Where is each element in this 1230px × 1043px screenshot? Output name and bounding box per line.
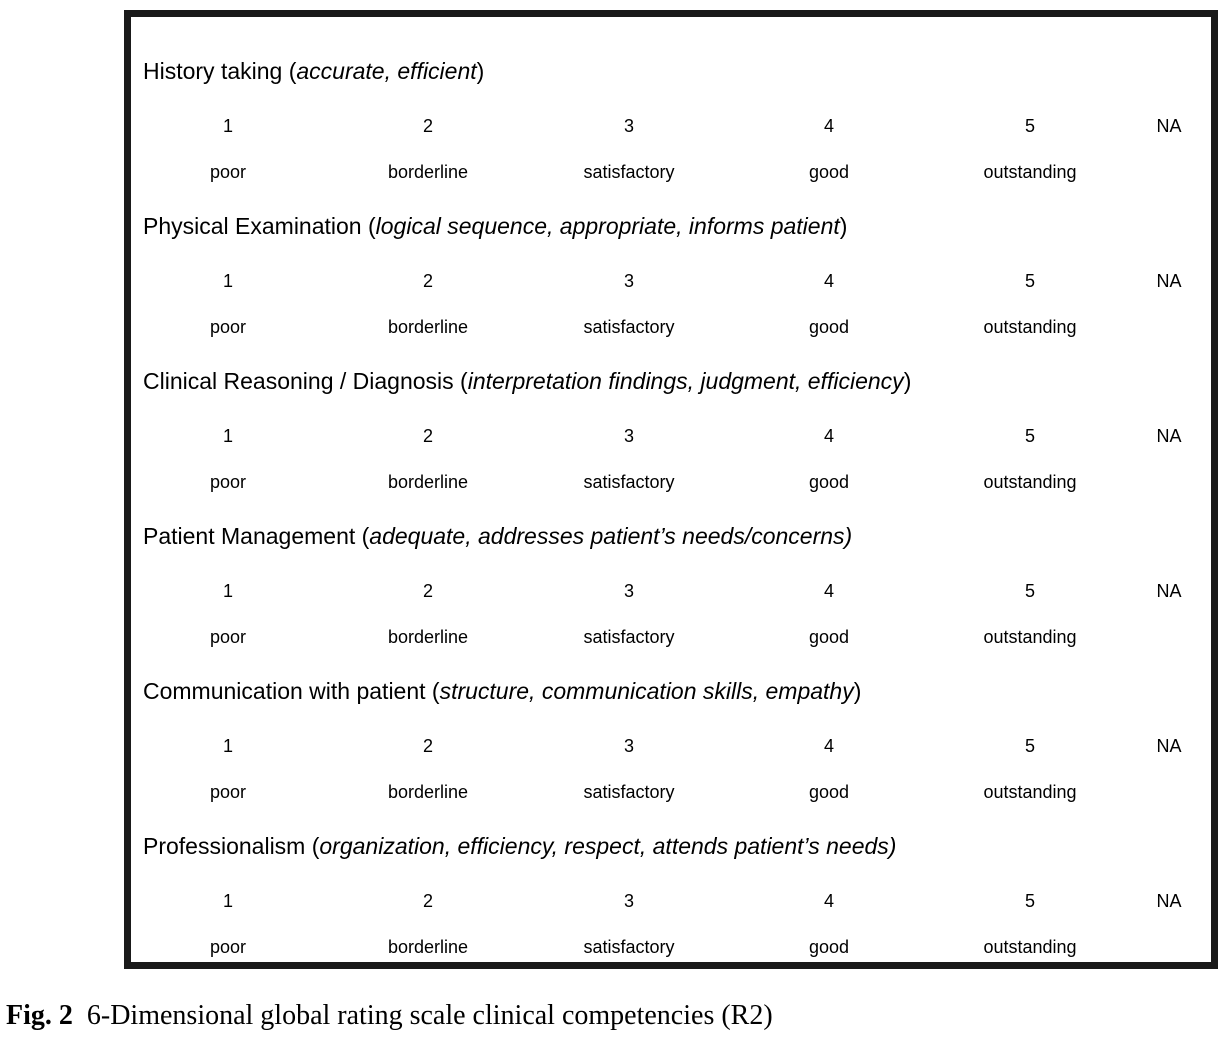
scale-number-4: 4 bbox=[823, 271, 834, 291]
scale-label-good: good bbox=[808, 162, 850, 182]
scale-label-satisfactory: satisfactory bbox=[583, 937, 675, 957]
competency-section-clinical-reasoning bbox=[131, 342, 1211, 497]
scale-number-na: NA bbox=[1156, 116, 1182, 136]
scale-label-borderline: borderline bbox=[387, 627, 469, 647]
competency-section-physical-examination bbox=[131, 187, 1211, 342]
scale-label-satisfactory: satisfactory bbox=[583, 472, 675, 492]
scale-number-4: 4 bbox=[823, 891, 834, 911]
scale-number-na: NA bbox=[1156, 426, 1182, 446]
scale-label-satisfactory: satisfactory bbox=[583, 162, 675, 182]
scale-number-3: 3 bbox=[623, 271, 634, 291]
scale-label-outstanding: outstanding bbox=[983, 937, 1077, 957]
scale-number-4: 4 bbox=[823, 736, 834, 756]
scale-number-na: NA bbox=[1156, 581, 1182, 601]
scale-number-1: 1 bbox=[222, 116, 233, 136]
competency-heading: Physical Examination (logical sequence, appropriate, informs patient) bbox=[143, 213, 848, 239]
scale-number-5: 5 bbox=[1024, 736, 1035, 756]
competency-section-patient-management bbox=[131, 497, 1211, 652]
scale-number-5: 5 bbox=[1024, 271, 1035, 291]
scale-label-satisfactory: satisfactory bbox=[583, 317, 675, 337]
scale-number-5: 5 bbox=[1024, 891, 1035, 911]
scale-number-3: 3 bbox=[623, 581, 634, 601]
scale-label-borderline: borderline bbox=[387, 782, 469, 802]
scale-label-poor: poor bbox=[209, 782, 247, 802]
scale-number-1: 1 bbox=[222, 581, 233, 601]
scale-number-1: 1 bbox=[222, 271, 233, 291]
competency-heading: Professionalism (organization, efficiency, respect, attends patient’s needs) bbox=[143, 833, 897, 859]
scale-label-outstanding: outstanding bbox=[983, 317, 1077, 337]
scale-number-4: 4 bbox=[823, 581, 834, 601]
competency-heading: History taking (accurate, efficient) bbox=[143, 58, 485, 84]
scale-number-5: 5 bbox=[1024, 426, 1035, 446]
scale-label-good: good bbox=[808, 937, 850, 957]
scale-label-outstanding: outstanding bbox=[983, 782, 1077, 802]
scale-number-4: 4 bbox=[823, 116, 834, 136]
competency-section-professionalism bbox=[131, 807, 1211, 962]
competency-section-communication bbox=[131, 652, 1211, 807]
scale-number-3: 3 bbox=[623, 891, 634, 911]
scale-number-5: 5 bbox=[1024, 116, 1035, 136]
figure-number: Fig. 2 bbox=[6, 1000, 73, 1031]
scale-number-na: NA bbox=[1156, 891, 1182, 911]
competency-criteria: accurate, efficient bbox=[296, 58, 477, 84]
scale-number-2: 2 bbox=[422, 891, 433, 911]
scale-number-2: 2 bbox=[422, 581, 433, 601]
scale-label-outstanding: outstanding bbox=[983, 162, 1077, 182]
scale-number-2: 2 bbox=[422, 116, 433, 136]
scale-label-borderline: borderline bbox=[387, 937, 469, 957]
competency-criteria: adequate, addresses patient’s needs/concerns) bbox=[369, 523, 853, 549]
scale-label-borderline: borderline bbox=[387, 317, 469, 337]
scale-label-good: good bbox=[808, 472, 850, 492]
competency-criteria: interpretation findings, judgment, efficiency bbox=[467, 368, 904, 394]
competency-heading: Clinical Reasoning / Diagnosis (interpretation findings, judgment, efficiency) bbox=[143, 368, 912, 394]
competency-heading: Patient Management (adequate, addresses patient’s needs/concerns) bbox=[143, 523, 853, 549]
scale-number-2: 2 bbox=[422, 426, 433, 446]
competency-criteria: logical sequence, appropriate, informs patient bbox=[375, 213, 840, 239]
scale-label-poor: poor bbox=[209, 162, 247, 182]
scale-label-poor: poor bbox=[209, 627, 247, 647]
scale-number-1: 1 bbox=[222, 426, 233, 446]
scale-label-poor: poor bbox=[209, 472, 247, 492]
scale-label-poor: poor bbox=[209, 937, 247, 957]
scale-number-5: 5 bbox=[1024, 581, 1035, 601]
scale-number-na: NA bbox=[1156, 271, 1182, 291]
rating-form-frame bbox=[124, 10, 1218, 969]
scale-number-2: 2 bbox=[422, 736, 433, 756]
scale-label-poor: poor bbox=[209, 317, 247, 337]
scale-label-satisfactory: satisfactory bbox=[583, 627, 675, 647]
competency-criteria: structure, communication skills, empathy bbox=[439, 678, 854, 704]
competency-section-history-taking bbox=[131, 32, 1211, 187]
competency-criteria: organization, efficiency, respect, attends patient’s needs) bbox=[319, 833, 897, 859]
scale-number-4: 4 bbox=[823, 426, 834, 446]
scale-label-outstanding: outstanding bbox=[983, 627, 1077, 647]
scale-number-3: 3 bbox=[623, 116, 634, 136]
scale-label-satisfactory: satisfactory bbox=[583, 782, 675, 802]
scale-label-borderline: borderline bbox=[387, 162, 469, 182]
figure-caption bbox=[6, 1002, 773, 1030]
scale-label-good: good bbox=[808, 317, 850, 337]
scale-label-good: good bbox=[808, 782, 850, 802]
scale-number-2: 2 bbox=[422, 271, 433, 291]
scale-label-good: good bbox=[808, 627, 850, 647]
competency-heading: Communication with patient (structure, communication skills, empathy) bbox=[143, 678, 862, 704]
scale-number-1: 1 bbox=[222, 891, 233, 911]
scale-number-3: 3 bbox=[623, 426, 634, 446]
scale-number-3: 3 bbox=[623, 736, 634, 756]
scale-number-1: 1 bbox=[222, 736, 233, 756]
figure-caption-text: 6-Dimensional global rating scale clinical competencies (R2) bbox=[86, 1000, 773, 1031]
scale-label-borderline: borderline bbox=[387, 472, 469, 492]
scale-label-outstanding: outstanding bbox=[983, 472, 1077, 492]
scale-number-na: NA bbox=[1156, 736, 1182, 756]
